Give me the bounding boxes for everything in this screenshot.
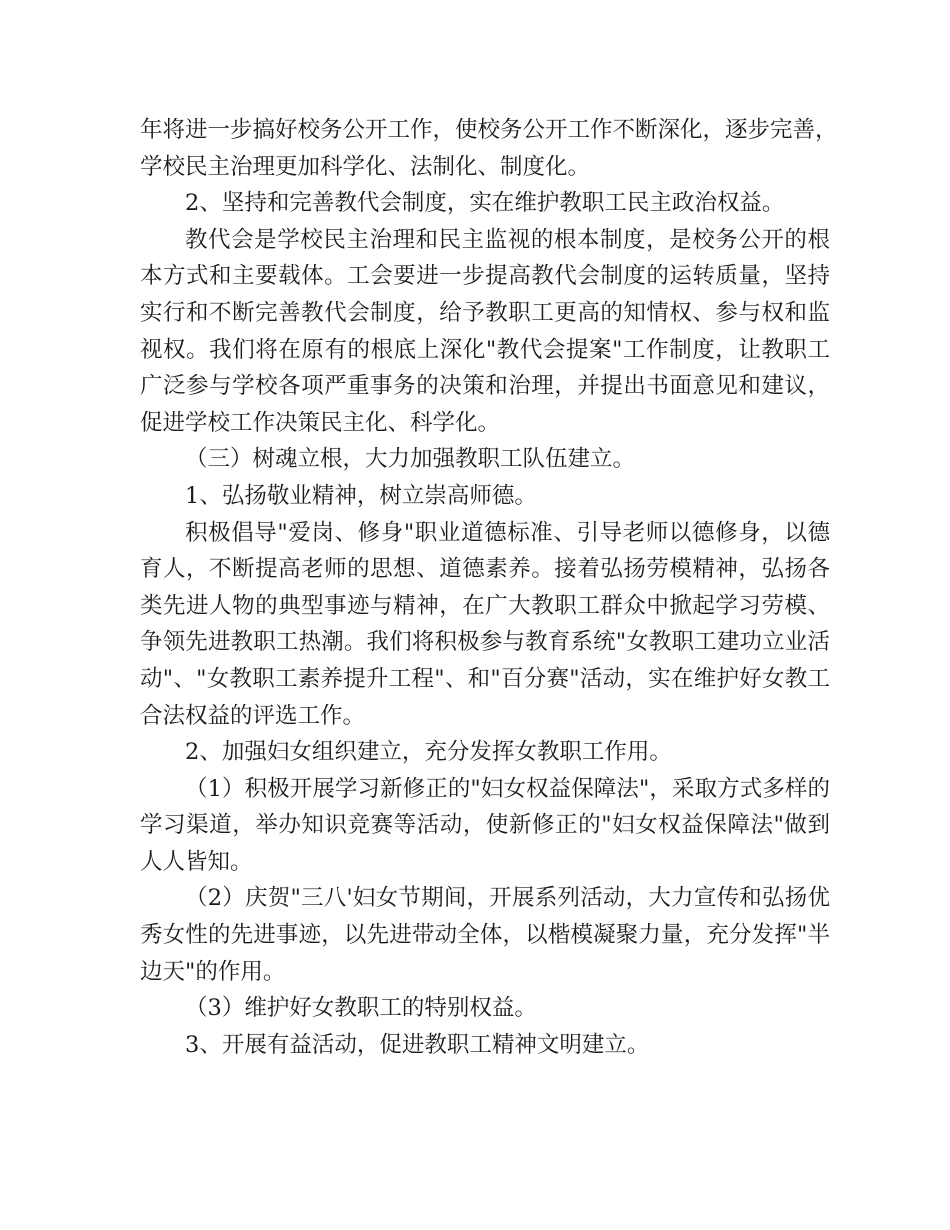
paragraph-first-line: 积极倡导"爱岗、修身"职业道德标准、引导老师以德修身，以德 xyxy=(185,519,830,546)
section-heading: （三）树魂立根，大力加强教职工队伍建立。 xyxy=(185,446,636,473)
section-heading: 2、加强妇女组织建立，充分发挥女教职工作用。 xyxy=(185,739,672,766)
text-line: 人人皆知。 xyxy=(140,848,253,875)
text-line: 视权。我们将在原有的根底上深化"教代会提案"工作制度，让教职工 xyxy=(140,336,830,363)
text-line: 育人，不断提高老师的思想、道德素养。接着弘扬劳模精神，弘扬各 xyxy=(140,556,830,583)
text-line: 学校民主治理更加科学化、法制化、制度化。 xyxy=(140,153,591,180)
text-line: 本方式和主要载体。工会要进一步提高教代会制度的运转质量，坚持 xyxy=(140,263,830,290)
text-line: 合法权益的评选工作。 xyxy=(140,702,366,729)
section-heading: 3、开展有益活动，促进教职工精神文明建立。 xyxy=(185,1031,650,1058)
text-line: 动"、"女教职工素养提升工程"、和"百分赛"活动，实在维护好女教工 xyxy=(140,665,830,692)
document-body xyxy=(140,112,838,1063)
paragraph-first-line: （2）庆贺"三八'妇女节期间，开展系列活动，大力宣传和弘扬优 xyxy=(185,885,830,912)
section-heading: 2、坚持和完善教代会制度，实在维护教职工民主政治权益。 xyxy=(185,190,785,217)
text-line: 年将进一步搞好校务公开工作，使校务公开工作不断深化，逐步完善， xyxy=(140,117,838,143)
paragraph-first-line: 教代会是学校民主治理和民主监视的根本制度，是校务公开的根 xyxy=(185,226,830,253)
text-line: 边天"的作用。 xyxy=(140,958,286,985)
text-line: 广泛参与学校各项严重事务的决策和治理，并提出书面意见和建议， xyxy=(140,373,830,400)
text-line: 实行和不断完善教代会制度，给予教职工更高的知情权、参与权和监 xyxy=(140,299,830,326)
text-line: 类先进人物的典型事迹与精神，在广大教职工群众中掀起学习劳模、 xyxy=(140,592,830,619)
text-line: 促进学校工作决策民主化、科学化。 xyxy=(140,409,501,436)
list-item: （3）维护好女教职工的特别权益。 xyxy=(185,995,537,1022)
text-line: 学习渠道，举办知识竞赛等活动，使新修正的"妇女权益保障法"做到 xyxy=(140,812,830,839)
text-line: 争领先进教职工热潮。我们将积极参与教育系统"女教职工建功立业活 xyxy=(140,629,830,656)
text-line: 秀女性的先进事迹，以先进带动全体，以楷模凝聚力量，充分发挥"半 xyxy=(140,922,830,949)
section-heading: 1、弘扬敬业精神，树立崇高师德。 xyxy=(185,482,537,509)
paragraph-first-line: （1）积极开展学习新修正的"妇女权益保障法"，采取方式多样的 xyxy=(185,775,830,802)
